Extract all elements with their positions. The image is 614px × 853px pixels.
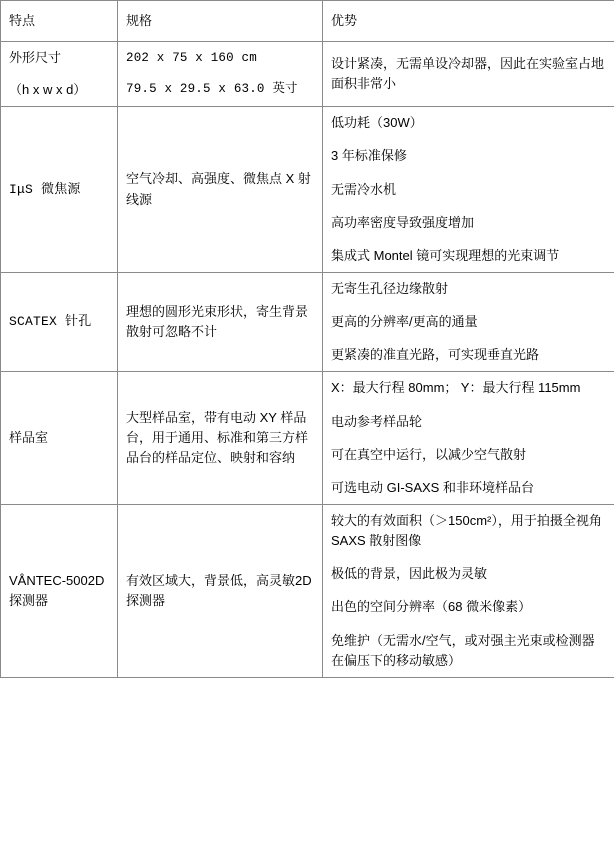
advantage-item: 集成式 Montel 镜可实现理想的光束调节	[331, 247, 560, 263]
row-spec-dimensions	[118, 42, 323, 107]
row-advantages-sample-chamber	[323, 372, 614, 505]
advantage-item: X：最大行程 80mm； Y：最大行程 115mm	[331, 380, 581, 396]
row-feature-scatex-pinhole: SCATEX 针孔	[1, 272, 118, 371]
row-feature-dimensions	[1, 42, 118, 107]
table-row	[1, 272, 614, 371]
table-row	[1, 504, 614, 677]
advantage-item: 出色的空间分辨率（68 微米像素）	[331, 599, 532, 615]
row-spec-scatex-pinhole: 理想的圆形光束形状，寄生背景散射可忽略不计	[118, 272, 323, 371]
row-feature-vantec-detector: VÅNTEC-5002D 探测器	[1, 504, 118, 677]
feature-label-line2: （h x w x d）	[9, 82, 87, 98]
advantage-list	[331, 113, 606, 266]
column-header-spec: 规格	[118, 1, 323, 42]
column-header-feature: 特点	[1, 1, 118, 42]
column-header-advantage: 优势	[323, 1, 614, 42]
advantage-list	[331, 378, 606, 498]
advantage-list	[331, 54, 606, 94]
advantage-item: 高功率密度导致强度增加	[331, 214, 475, 230]
table-row	[1, 42, 614, 107]
advantage-list	[331, 511, 606, 671]
row-spec-ius-source: 空气冷却、高强度、微焦点 X 射线源	[118, 107, 323, 273]
row-feature-ius-source: IμS 微焦源	[1, 107, 118, 273]
advantage-item: 极低的背景，因此极为灵敏	[331, 566, 488, 582]
row-spec-vantec-detector: 有效区域大，背景低，高灵敏2D 探测器	[118, 504, 323, 677]
advantage-item: 免维护（无需水/空气，或对强主光束或检测器在偏压下的移动敏感）	[331, 632, 595, 668]
advantage-list	[331, 279, 606, 365]
row-feature-sample-chamber: 样品室	[1, 372, 118, 505]
row-advantages-dimensions	[323, 42, 614, 107]
advantage-item: 更紧凑的准直光路，可实现垂直光路	[331, 347, 540, 363]
table-row	[1, 372, 614, 505]
row-advantages-scatex-pinhole	[323, 272, 614, 371]
advantage-item: 可选电动 GI-SAXS 和非环境样品台	[331, 479, 534, 495]
feature-label-line1: 外形尺寸	[9, 50, 62, 65]
advantage-item: 无需冷水机	[331, 181, 397, 197]
row-advantages-ius-source	[323, 107, 614, 273]
advantage-item: 更高的分辨率/更高的通量	[331, 314, 478, 330]
advantage-item: 设计紧凑，无需单设冷却器，因此在实验室占地面积非常小	[331, 56, 605, 92]
spec-line: 79.5 x 29.5 x 63.0 英寸	[126, 82, 298, 97]
advantage-item: 可在真空中运行，以减少空气散射	[331, 446, 527, 462]
advantage-item: 较大的有效面积（＞150cm²），用于拍摄全视角 SAXS 散射图像	[331, 512, 602, 549]
advantage-item: 无寄生孔径边缘散射	[331, 280, 449, 296]
row-spec-sample-chamber: 大型样品室，带有电动 XY 样品台，用于通用、标准和第三方样品台的样品定位、映射和容纳	[118, 372, 323, 505]
advantage-item: 低功耗（30W）	[331, 115, 423, 131]
table-header-row	[1, 1, 614, 42]
spec-line: 202 x 75 x 160 cm	[126, 50, 257, 65]
row-advantages-vantec-detector	[323, 504, 614, 677]
advantage-item: 3 年标准保修	[331, 148, 407, 164]
advantage-item: 电动参考样品轮	[331, 413, 423, 429]
table-row	[1, 107, 614, 273]
